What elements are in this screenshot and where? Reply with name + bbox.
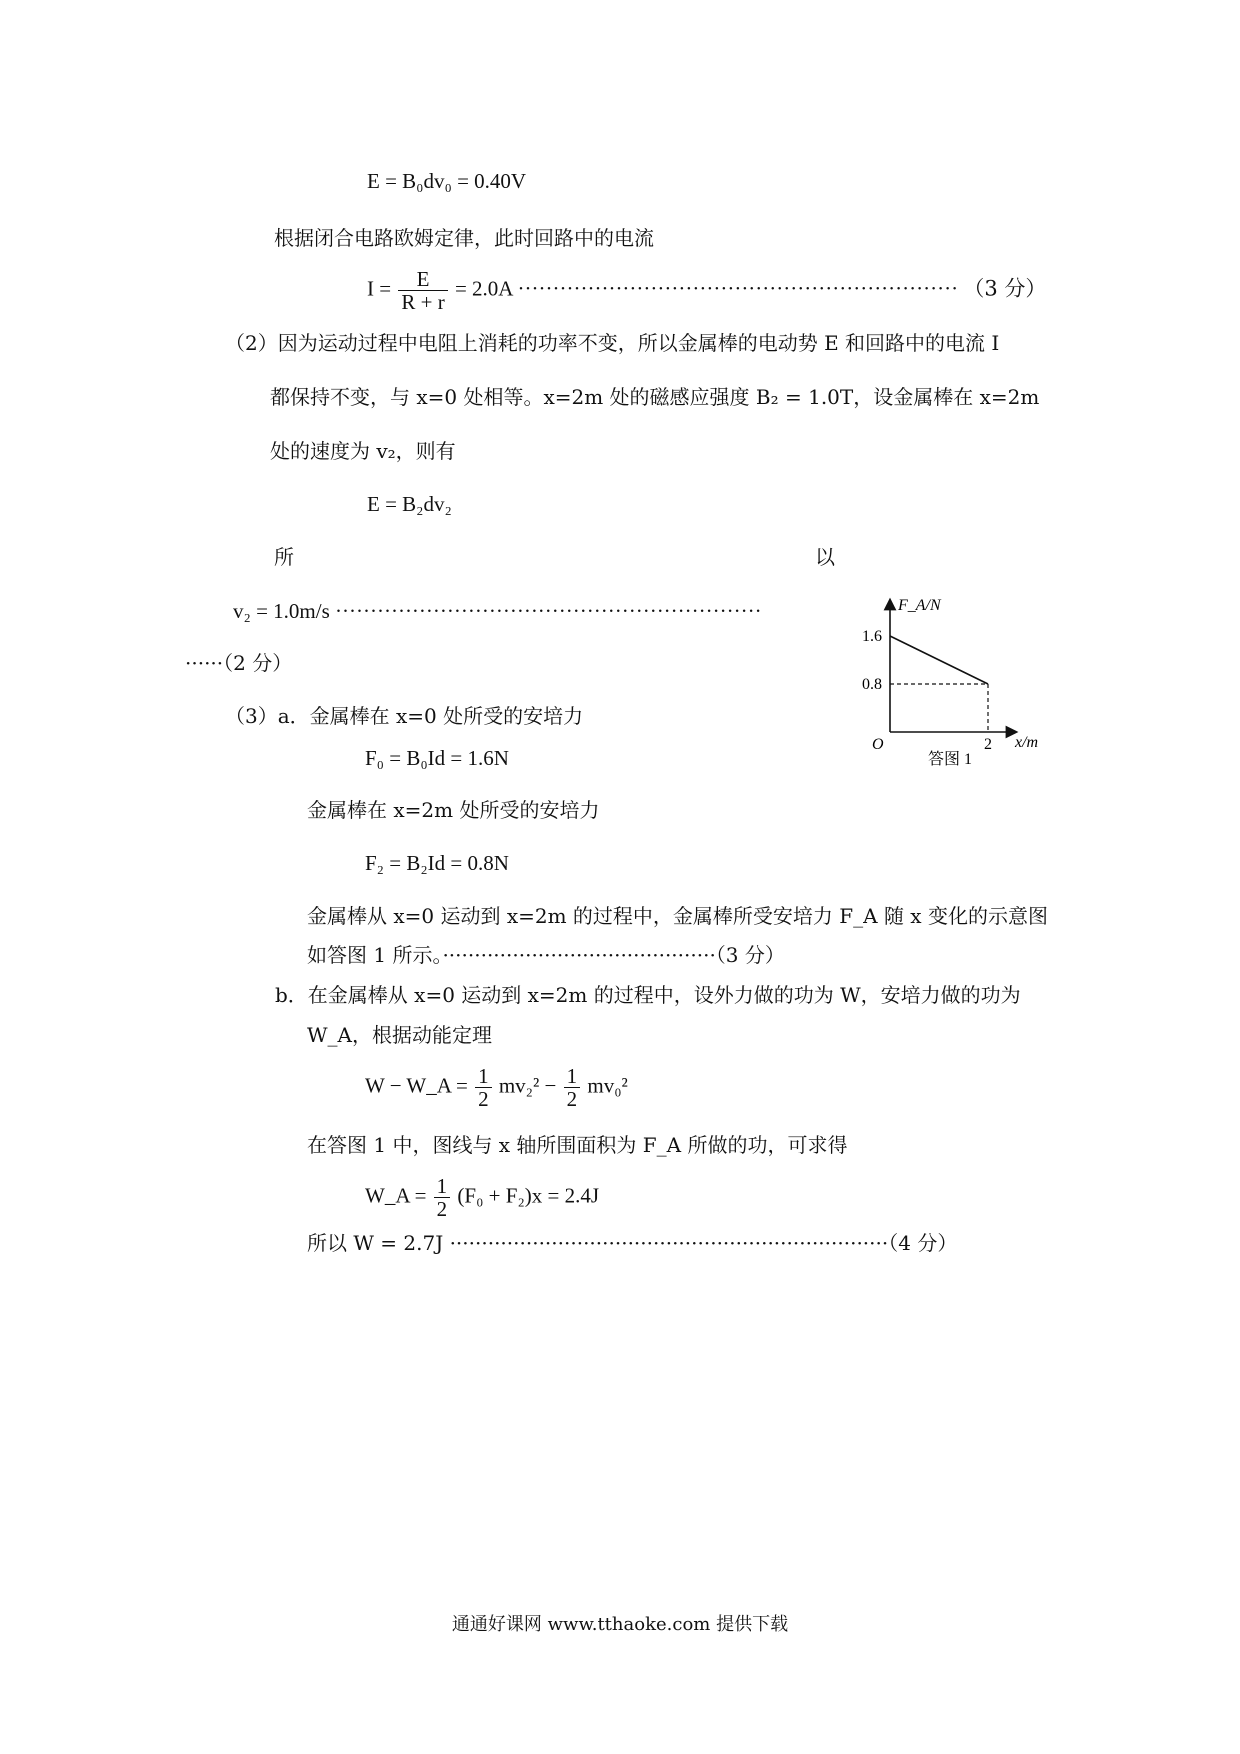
line-f2: F₂ = B₂Id = 0.8N [365, 851, 509, 875]
we-frac2 [564, 1065, 581, 1110]
line-suoyi-a: 所 [274, 545, 294, 569]
score-3: （3 分） [963, 276, 1047, 301]
line-force-x2: 金属棒在 x=2m 处所受的安培力 [307, 798, 600, 822]
line-emf-initial: E = B₀dv₀ = 0.40V [367, 169, 527, 193]
line-f0: F₀ = B₀Id = 1.6N [365, 746, 509, 770]
current-lhs: I = [367, 276, 392, 301]
x-tick-label: 2 [984, 736, 992, 753]
line-part2-velocity: 处的速度为 v₂，则有 [270, 439, 456, 463]
current-fraction [398, 268, 447, 313]
line-graph-desc: 金属棒从 x=0 运动到 x=2m 的过程中，金属棒所受安培力 F_A 随 x 变化的示意图 [307, 904, 1048, 928]
line-graph-ref: 如答图 1 所示。···········································（3 分） [307, 943, 785, 967]
current-rhs: = 2.0A ······························································· [454, 276, 959, 301]
fraction-numerator: E [398, 268, 447, 291]
we-mid: mv₂² − [498, 1073, 557, 1098]
we-frac2-num: 1 [564, 1065, 581, 1088]
line-part3a: （3）a．金属棒在 x=0 处所受的安培力 [225, 704, 584, 728]
we-frac2-den: 2 [566, 1087, 578, 1111]
line-current-formula [367, 268, 1046, 313]
line-suoyi-b: 以 [815, 545, 835, 569]
y-tick-label: 0.8 [862, 676, 882, 693]
line-score-2: ······（2 分） [185, 651, 293, 675]
line-part3b: b．在金属棒从 x=0 运动到 x=2m 的过程中，设外力做的功为 W，安培力做的功为 [275, 983, 1021, 1007]
figure-caption: 答图 1 [928, 751, 973, 768]
wa-frac-den: 2 [436, 1197, 448, 1221]
data-series-line [890, 636, 988, 684]
y-tick-label: 1.6 [862, 628, 882, 645]
x-axis-label: x/m [1015, 734, 1039, 751]
line-work-energy [365, 1065, 628, 1110]
line-part2-cont: 都保持不变，与 x=0 处相等。x=2m 处的磁感应强度 B₂ = 1.0T，设金属棒在 x=2m [270, 385, 1040, 409]
wa-rhs: (F₀ + F₂)x = 2.4J [457, 1183, 600, 1208]
force-graph [840, 592, 1060, 768]
line-part2-intro: （2）因为运动过程中电阻上消耗的功率不变，所以金属棒的电动势 E 和回路中的电流 I [225, 331, 1000, 355]
we-frac1-den: 2 [478, 1087, 489, 1111]
line-kinetic-theorem: W_A，根据动能定理 [307, 1023, 492, 1047]
line-final-work: 所以 W = 2.7J ·····································································（4 分） [307, 1231, 958, 1255]
wa-lhs: W_A = [365, 1183, 427, 1208]
we-frac1 [475, 1065, 492, 1110]
y-axis-label: F_A/N [898, 597, 941, 614]
line-v2-result: v₂ = 1.0m/s ····························································· [233, 599, 762, 623]
line-area-work: 在答图 1 中，图线与 x 轴所围面积为 F_A 所做的功，可求得 [307, 1133, 848, 1157]
wa-frac [434, 1175, 451, 1220]
line-wa-formula [365, 1175, 599, 1220]
wa-frac-num: 1 [434, 1175, 451, 1198]
footer: 通通好课网 www.tthaoke.com 提供下载 [451, 1614, 789, 1635]
we-lhs: W − W_A = [365, 1073, 468, 1098]
line-emf-x2: E = B₂dv₂ [367, 492, 452, 516]
origin-label: O [872, 736, 884, 753]
fraction-denominator: R + r [401, 290, 445, 314]
we-frac1-num: 1 [475, 1065, 492, 1088]
we-end: mv₀² [587, 1073, 628, 1098]
line-ohm-law: 根据闭合电路欧姆定律，此时回路中的电流 [274, 226, 654, 250]
